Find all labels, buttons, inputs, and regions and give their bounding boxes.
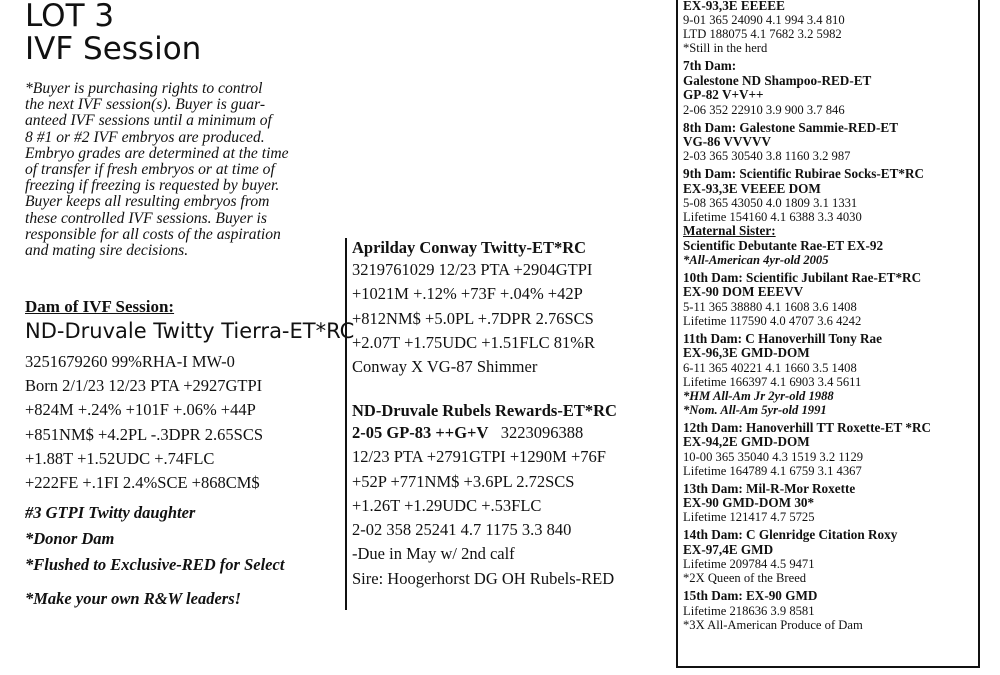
sire-stat-line: +812NM$ +5.0PL +.7DPR 2.76SCS [352, 308, 594, 328]
pedigree-record: Lifetime 117590 4.0 4707 3.6 4242 [683, 313, 862, 328]
terms-line: these controlled IVF sessions. Buyer is [25, 209, 267, 227]
pedigree-record: LTD 188075 4.1 7682 3.2 5982 [683, 27, 842, 42]
pedigree-record: 2-06 352 22910 3.9 900 3.7 846 [683, 102, 845, 117]
pedigree-classification: VG-86 VVVVV [683, 134, 772, 150]
pedigree-entry-14th-dam [683, 528, 974, 585]
pedigree-list [683, 0, 974, 632]
pedigree-record: Lifetime 154160 4.1 6388 3.3 4030 [683, 210, 862, 225]
terms-line: of transfer if fresh embryos or at time of [25, 161, 275, 179]
pedigree-classification: EX-90 DOM EEEVV [683, 284, 804, 300]
lot-number: LOT 3 [25, 0, 115, 34]
pedigree-classification: EX-93,3E VEEEE DOM [683, 180, 821, 196]
pedigree-classification: EX-94,2E GMD-DOM [683, 434, 810, 450]
maternal-sister-name: Scientific Debutante Rae-ET EX-92 [683, 237, 884, 253]
pedigree-record: 5-11 365 38880 4.1 1608 3.6 1408 [683, 299, 857, 314]
dam-sire-block [352, 401, 617, 591]
pedigree-title: 10th Dam: Scientific Jubilant Rae-ET*RC [683, 270, 922, 286]
pedigree-classification: GP-82 V+V++ [683, 87, 764, 103]
pedigree-record: Lifetime 166397 4.1 6903 3.4 5611 [683, 374, 862, 389]
terms-line: Embryo grades are determined at the time [25, 144, 289, 162]
pedigree-title: 13th Dam: Mil-R-Mor Roxette [683, 480, 856, 496]
pedigree-entry-15th-dam [683, 589, 974, 631]
pedigree-honor: *Nom. All-Am 5yr-old 1991 [683, 402, 827, 417]
terms-line: *Buyer is purchasing rights to control [25, 80, 263, 97]
note-line: *Donor Dam [25, 529, 115, 548]
terms-line: the next IVF session(s). Buyer is guar- [25, 96, 266, 114]
pedigree-entry-10th-dam [683, 271, 974, 328]
dam-sire-stat-line: -Due in May w/ 2nd calf [352, 544, 515, 564]
pedigree-title: 9th Dam: Scientific Rubirae Socks-ET*RC [683, 166, 925, 182]
note-line: *Flushed to Exclusive-RED for Select [25, 555, 285, 574]
maternal-pedigree-box [676, 0, 980, 668]
sire-stat-line: Conway X VG-87 Shimmer [352, 357, 538, 377]
terms-paragraph [25, 81, 343, 259]
dam-sire-stat-line: 12/23 PTA +2791GTPI +1290M +76F [352, 447, 606, 467]
pedigree-record: 9-01 365 24090 4.1 994 3.4 810 [683, 13, 845, 28]
terms-line: and mating sire decisions. [25, 242, 189, 260]
pedigree-note: *3X All-American Produce of Dam [683, 617, 863, 632]
pedigree-entry-12th-dam [683, 421, 974, 478]
maternal-sister-note: *All-American 4yr-old 2005 [683, 253, 829, 268]
pedigree-title: 14th Dam: C Glenridge Citation Roxy [683, 527, 898, 543]
sire-column [345, 238, 672, 610]
pedigree-note: *Still in the herd [683, 41, 768, 56]
dam-stat-line: +824M +.24% +101F +.06% +44P [25, 400, 256, 420]
pedigree-title: 8th Dam: Galestone Sammie-RED-ET [683, 119, 899, 135]
dam-sire-stat-line: +1.26T +1.29UDC +.53FLC [352, 495, 542, 515]
dam-notes [25, 500, 284, 612]
pedigree-entry-7th-dam [683, 59, 974, 116]
dam-sire-classification: 2-05 GP-83 ++G+V [352, 423, 489, 442]
lot-header [25, 0, 201, 65]
dam-sire-stat-line: 2-02 358 25241 4.7 1175 3.3 840 [352, 520, 572, 540]
pedigree-note: *2X Queen of the Breed [683, 571, 807, 586]
terms-line: freezing if freezing is requested by buyer. [25, 177, 280, 195]
terms-line: responsible for all costs of the aspiration [25, 225, 281, 243]
pedigree-title: 15th Dam: EX-90 GMD [683, 588, 818, 604]
pedigree-classification: EX-96,3E GMD-DOM [683, 345, 810, 361]
pedigree-record: Lifetime 121417 4.7 5725 [683, 510, 815, 525]
dam-stat-line: 3251679260 99%RHA-I MW-0 [25, 352, 235, 371]
pedigree-classification: EX-90 GMD-DOM 30* [683, 494, 815, 510]
maternal-sister-label: Maternal Sister: [683, 223, 776, 239]
dam-stat-line: Born 2/1/23 12/23 PTA +2927GTPI [25, 376, 263, 396]
pedigree-entry-13th-dam [683, 482, 974, 525]
dam-sire-reg-number: 3223096388 [500, 423, 584, 442]
pedigree-record: 6-11 365 40221 4.1 1660 3.5 1408 [683, 360, 857, 375]
terms-line: Buyer keeps all resulting embryos from [25, 193, 270, 211]
dam-stats [25, 350, 263, 495]
pedigree-name: Galestone ND Shampoo-RED-ET [683, 72, 872, 88]
sire-stats [352, 258, 595, 379]
dam-stat-line: +1.88T +1.52UDC +.74FLC [25, 448, 215, 468]
dam-stat-line: +222FE +.1FI 2.4%SCE +868CM$ [25, 473, 260, 493]
pedigree-record: 2-03 365 30540 3.8 1160 3.2 987 [683, 149, 851, 164]
sire-stat-line: +1021M +.12% +73F +.04% +42P [352, 284, 583, 304]
pedigree-record: 10-00 365 35040 4.3 1519 3.2 1129 [683, 449, 864, 464]
pedigree-classification: EX-93,3E EEEEE [683, 0, 785, 13]
pedigree-title: 12th Dam: Hanoverhill TT Roxette-ET *RC [683, 419, 931, 435]
sire-block [352, 238, 595, 379]
terms-line: 8 #1 or #2 IVF embryos are produced. [25, 128, 265, 146]
terms-line: anteed IVF sessions until a minimum of [25, 112, 272, 130]
dam-stat-line: +851NM$ +4.2PL -.3DPR 2.65SCS [25, 424, 264, 444]
page-title: IVF Session [25, 30, 202, 67]
note-line: #3 GTPI Twitty daughter [25, 503, 196, 522]
dam-sire-name: ND-Druvale Rubels Rewards-ET*RC [352, 401, 617, 420]
dam-sire-class-line [352, 421, 617, 445]
pedigree-record: Lifetime 218636 3.9 8581 [683, 603, 815, 618]
pedigree-label: 7th Dam: [683, 58, 737, 74]
pedigree-entry-9th-dam [683, 167, 974, 267]
sire-stat-line: +2.07T +1.75UDC +1.51FLC 81%R [352, 332, 596, 352]
pedigree-entry-top [683, 0, 974, 55]
note-line: *Make your own R&W leaders! [25, 589, 242, 608]
sire-name: Aprilday Conway Twitty-ET*RC [352, 238, 587, 257]
pedigree-entry-8th-dam [683, 121, 974, 164]
pedigree-record: 5-08 365 43050 4.0 1809 3.1 1331 [683, 196, 858, 211]
sire-stat-line: 3219761029 12/23 PTA +2904GTPI [352, 260, 593, 279]
pedigree-record: Lifetime 209784 4.5 9471 [683, 557, 815, 572]
pedigree-record: Lifetime 164789 4.1 6759 3.1 4367 [683, 463, 862, 478]
pedigree-entry-11th-dam [683, 332, 974, 417]
dam-name: ND-Druvale Twitty Tierra-ET*RC [25, 319, 355, 343]
pedigree-honor: *HM All-Am Jr 2yr-old 1988 [683, 388, 834, 403]
dam-sire-stats [352, 421, 617, 591]
pedigree-classification: EX-97,4E GMD [683, 541, 774, 557]
dam-section-label: Dam of IVF Session: [25, 297, 175, 316]
dam-sire-stat-line: +52P +771NM$ +3.6PL 2.72SCS [352, 471, 575, 491]
pedigree-title: 11th Dam: C Hanoverhill Tony Rae [683, 330, 882, 346]
dam-sire-stat-line: Sire: Hoogerhorst DG OH Rubels-RED [352, 568, 615, 588]
